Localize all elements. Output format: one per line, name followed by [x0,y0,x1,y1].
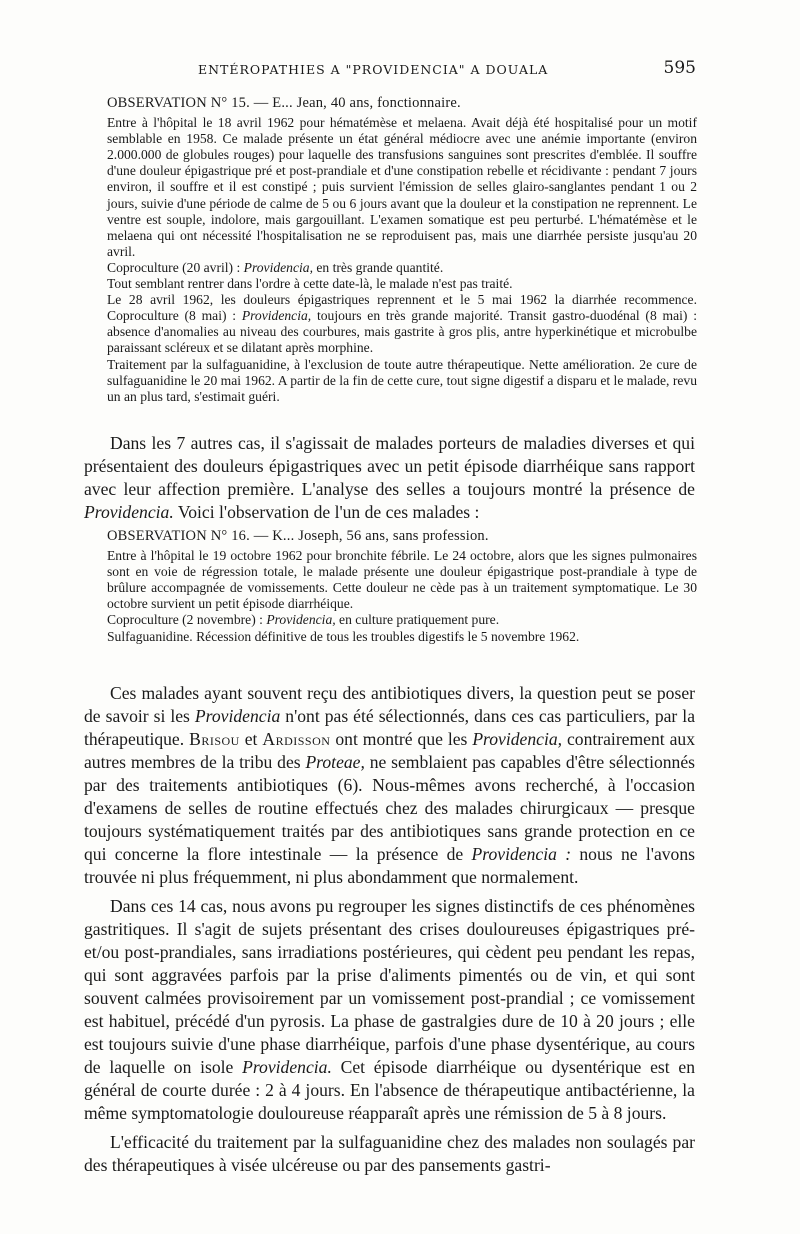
observation-16-paragraph-2: Coproculture (2 novembre) : Providencia, en culture pratiquement pure. [107,612,500,628]
page-number: 595 [663,58,696,78]
observation-15-paragraph-1: Entre à l'hôpital le 18 avril 1962 pour hématémèse et melaena. Avait déjà été hospitalisé pour un motif semblable en 1958. Ce malade présente un état général médiocre avec une anémie importante (environ 2.000.000 de globules rouges) pour laquelle des transfusions sanguines sont prescrites d'emblée. Il souffre d'une douleur épigastrique pré et post-prandiale et d'une constipation rebelle et récidivante : pendant 7 jours environ, il souffre et il est constipé ; puis survient l'émission de selles glairo-sanglantes pendant 1 ou 2 jours, suivie d'une période de calme de 5 ou 6 jours avant que la douleur et la constipation ne reprennent. Le ventre est souple, indolore, mais gargouillant. L'examen somatique est peu perturbé. L'hématémèse et le melaena qui ont nécessité l'hospitalisation ne se reproduisent pas, mais une diarrhée persiste jusqu'au 20 avril. [107,115,697,259]
observation-15 [107,95,697,405]
observation-15-paragraph-3: Tout semblant rentrer dans l'ordre à cette date-là, le malade n'est pas traité. [107,276,513,292]
page-header [100,60,696,82]
paragraph-antibiotics: Ces malades ayant souvent reçu des antibiotiques divers, la question peut se poser de savoir si les Providencia n'ont pas été sélectionnés, dans ces cas particuliers, par la thérapeutique. Brisou et Ardisson ont montré que les Providencia, contrairement aux autres membres de la tribu des Proteae, ne semblaient pas capables d'être sélectionnés par des traitements antibiotiques (6). Nous-mêmes avons recherché, à l'occasion d'examens de selles de routine effectués chez des malades chirurgicaux — presque toujours systématiquement traités par des antibiotiques sans grande protection en ce qui concerne la flore intestinale — la présence de Providencia : nous ne l'avons trouvée ni plus fréquemment, ni plus abondamment que normalement. [84,683,695,887]
observation-16 [107,528,697,645]
observation-15-paragraph-4: Le 28 avril 1962, les douleurs épigastriques reprennent et le 5 mai 1962 la diarrhée recommence. Coproculture (8 mai) : Providencia, toujours en très grande majorité. Transit gastro-duodénal (8 mai) : absence d'anomalies au niveau des courbures, mais gastrite à gros plis, antre hyperkinétique et microbulbe paraissant scléreux et se dilatant après morphine. [107,292,697,356]
observation-16-heading: OBSERVATION N° 16. — K... Joseph, 56 ans, sans profession. [107,528,489,544]
observation-15-paragraph-5: Traitement par la sulfaguanidine, à l'exclusion de toute autre thérapeutique. Nette amélioration. 2e cure de sulfaguanidine le 20 mai 1962. A partir de la fin de cette cure, tout signe digestif a disparu et le malade, revu un an plus tard, s'estimait guéri. [107,356,697,404]
observation-16-paragraph-1: Entre à l'hôpital le 19 octobre 1962 pour bronchite fébrile. Le 24 octobre, alors que les signes pulmonaires sont en voie de régression totale, le malade présente une douleur épigastrique post-prandiale à type de brûlure accompagnée de vomissements. Cette douleur ne cède pas à un traitement symptomatique. Le 30 octobre survient un petit épisode diarrhéique. [107,548,697,612]
author-brisou: Brisou [189,729,240,749]
paragraph-efficacy: L'efficacité du traitement par la sulfaguanidine chez des malades non soulagés par des thérapeutiques à visée ulcéreuse ou par des pansements gastri- [84,1132,695,1175]
observation-15-paragraph-2: Coproculture (20 avril) : Providencia, en très grande quantité. [107,259,444,275]
observation-16-paragraph-3: Sulfaguanidine. Récession définitive de tous les troubles digestifs le 5 novembre 1962. [107,628,580,644]
body-main-text [84,682,695,1183]
author-ardisson: Ardisson [262,729,331,749]
paragraph-fourteen-cases: Dans ces 14 cas, nous avons pu regrouper les signes distinctifs de ces phénomènes gastritiques. Il s'agit de sujets présentant des crises douloureuses épigastriques pré- et/ou post-prandiales, sans irradiations postérieures, qui cèdent peu pendant les repas, qui sont aggravées parfois par la prise d'aliments pimentés ou de vin, et qui sont souvent calmées provisoirement par un vomissement post-prandial ; ce vomissement est habituel, précédé d'un pyrosis. La phase de gastralgies dure de 10 à 20 jours ; elle est toujours suivie d'une phase diarrhéique, parfois d'une phase dysentérique, au cours de laquelle on isole Providencia. Cet épisode diarrhéique ou dysentérique est en général de courte durée : 2 à 4 jours. En l'absence de thérapeutique antibactérienne, la même symptomatologie douloureuse réapparaît après une rémission de 5 à 8 jours. [84,896,695,1123]
paragraph-other-cases: Dans les 7 autres cas, il s'agissait de malades porteurs de maladies diverses et qui présentaient des douleurs épigastriques avec un petit épisode diarrhéique sans rapport avec leur affection première. L'analyse des selles a toujours montré la présence de Providencia. Voici l'observation de l'un de ces malades : [84,433,695,522]
running-title: ENTÉROPATHIES A "PROVIDENCIA" A DOUALA [198,62,549,77]
observation-15-heading: OBSERVATION N° 15. — E... Jean, 40 ans, fonctionnaire. [107,95,461,111]
body-paragraph-1 [84,432,695,530]
